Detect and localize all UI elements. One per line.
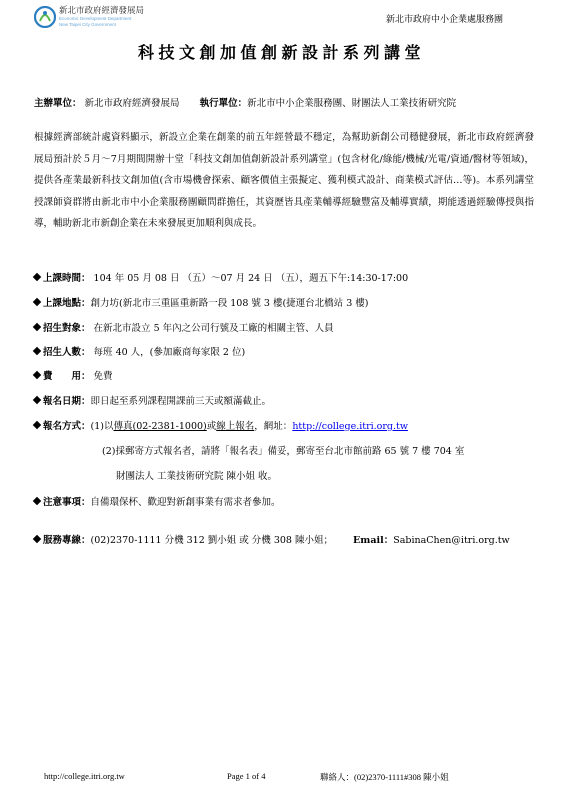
- new-taipei-logo-icon: [34, 6, 56, 28]
- bullet-diamond-icon: [33, 535, 41, 543]
- bullet-diamond-icon: [33, 421, 41, 429]
- method-label: 報名方式：: [43, 421, 91, 432]
- location-label: 上課地點：: [43, 298, 91, 309]
- notes-row: [34, 496, 281, 509]
- bullet-diamond-icon: [33, 323, 41, 331]
- count-row: [34, 346, 245, 359]
- bullet-diamond-icon: [33, 273, 41, 281]
- fee-value: 免費: [93, 371, 113, 382]
- time-value: 104 年 05 月 08 日 （五）～07 月 24 日 （五），週五下午:14:30-17:00: [93, 273, 409, 284]
- org-logo-text: [59, 6, 144, 27]
- method-1-prefix: (1)以: [90, 421, 114, 432]
- notes-label: 注意事項：: [43, 497, 91, 508]
- signup-url-link[interactable]: http://college.itri.org.tw: [292, 421, 408, 432]
- hotline-row: [34, 534, 510, 547]
- online-signup-text: 線上報名: [216, 421, 255, 432]
- location-row: [34, 297, 368, 310]
- hotline-value: (02)2370-1111 分機 312 劉小姐 或 分機 308 陳小姐；: [90, 535, 333, 546]
- host-value: 新北市政府經濟發展局: [84, 98, 180, 109]
- method-2-line1: (2)採郵寄方式報名者，請將「報名表」備妥，郵寄至台北市館前路 65 號 7 樓 704 室: [102, 446, 465, 457]
- bullet-diamond-icon: [33, 298, 41, 306]
- org-name-en-1: Economic Development Department: [59, 16, 132, 21]
- time-row: [34, 272, 408, 285]
- footer-page-number: Page 1 of 4: [227, 771, 266, 781]
- intro-paragraph: 根據經濟部統計處資料顯示，新設立企業在創業的前五年經營最不穩定，為幫助新創公司穩健發展，新北市政府經濟發展局預計於５月～7月期間開辦十堂「科技文創加值創新設計系列講堂」(包含材化/綠能/機械/光電/資通/醫材等領域)，提供各產業最新科技文創加值(含市場機會探索、顧客價值主張擬定、獲利模式設計、商業模式評估…等)。本系列講堂授課師資群將由新北市中小企業服務團顧問群擔任，其資歷皆具產業輔導經驗豐富及輔導實績，期能透過經驗傳授與指導，輔助新北市新創企業在未來發展更加順利與成長。: [34, 132, 534, 229]
- org-name-zh: 新北市政府經濟發展局: [59, 6, 145, 16]
- count-value: 每班 40 人，(參加廠商每家限 2 位): [93, 347, 246, 358]
- fee-label: 費 用：: [43, 371, 91, 382]
- bullet-diamond-icon: [33, 347, 41, 355]
- organizers-line: [34, 97, 456, 110]
- bullet-diamond-icon: [33, 371, 41, 379]
- deadline-value: 即日起至系列課程開課前三天或額滿截止。: [90, 396, 272, 407]
- bullet-diamond-icon: [33, 396, 41, 404]
- executor-value: 新北市中小企業服務團、財團法人工業技術研究院: [247, 98, 457, 109]
- method-1-url-label: ，網址：: [254, 421, 293, 432]
- deadline-row: [34, 395, 271, 408]
- org-name-en-2: New Taipei City Government: [59, 21, 116, 27]
- deadline-label: 報名日期：: [43, 396, 91, 407]
- bullet-diamond-icon: [33, 497, 41, 505]
- method-2-line2: 財團法人 工業技術研究院 陳小姐 收。: [116, 471, 278, 482]
- method-row: [34, 420, 408, 433]
- audience-value: 在新北市設立 5 年內之公司行號及工廠的相關主管、人員: [93, 323, 334, 334]
- host-label: 主辦單位：: [34, 98, 82, 109]
- audience-label: 招生對象：: [43, 323, 91, 334]
- service-name: 新北市政府中小企業處服務團: [385, 15, 503, 25]
- fax-text: 傳真(02-2381-1000): [113, 421, 207, 432]
- method-1-or: 或: [206, 421, 217, 432]
- email-value: SabinaChen@itri.org.tw: [393, 535, 510, 546]
- footer-contact: 聯絡人：(02)2370-1111#308 陳小姐: [320, 772, 449, 782]
- hotline-label: 服務專線：: [43, 535, 91, 546]
- fee-row: [34, 370, 113, 383]
- page-title: 科技文創加值創新設計系列講堂: [137, 43, 425, 62]
- email-label: Email：: [353, 535, 394, 546]
- audience-row: [34, 322, 334, 335]
- notes-value: 自備環保杯、歡迎對新創事業有需求者參加。: [90, 497, 281, 508]
- location-value: 創力坊(新北市三重區重新路一段 108 號 3 樓(捷運台北橋站 3 樓): [90, 298, 369, 309]
- executor-label: 執行單位：: [199, 98, 248, 109]
- time-label: 上課時間：: [43, 273, 91, 284]
- footer-url: http://college.itri.org.tw: [44, 771, 125, 781]
- count-label: 招生人數：: [43, 347, 91, 358]
